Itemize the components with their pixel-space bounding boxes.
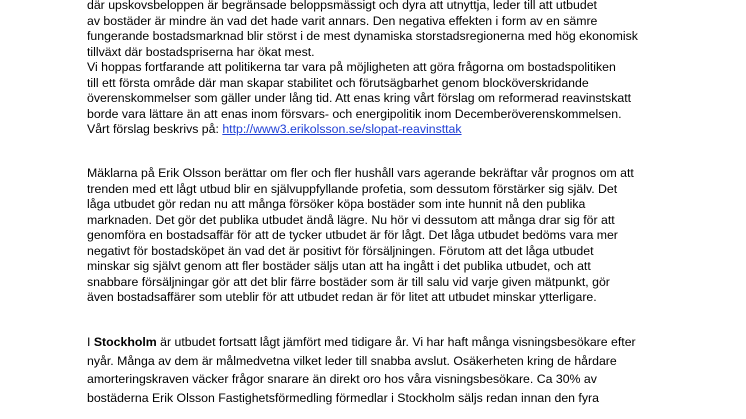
text-line: även bostadsaffärer som uteblir för att utbudet redan är för litet att utbudet minskar ytterligare. — [87, 290, 597, 304]
text-line: bostäderna Erik Olsson Fastighetsförmedling förmedlar i Stockholm säljs redan innan den fyra — [87, 390, 599, 405]
city-name: Stockholm — [93, 335, 157, 349]
text-line: borde vara lättare än att enas inom försvars- och energipolitik inom Decemberöverenskommelsen. — [87, 106, 622, 121]
text-line: genomföra en bostadsaffär för att de tycker utbudet är för lågt. Det låga utbudet bedöms vara mer — [87, 228, 618, 242]
text-line: till ett första område där man skapar stabilitet och förutsägbarhet genom blocköverskridande — [87, 75, 589, 90]
text-line: där upskovsbeloppen är begränsade beloppsmässigt och dyra att utnyttja, leder till att utbudet — [87, 0, 597, 12]
text-line: av bostäder är mindre än vad det hade varit annars. Den negativa effekten i form av en sämre — [87, 13, 598, 28]
text-fragment: I — [87, 335, 94, 349]
text-line: minskar sig självt genom att fler bostäder säljs utan att ha ingått i det publika utbudet, och att — [87, 259, 591, 273]
paragraph-reavinstskatt — [87, 0, 687, 138]
text-line: trenden med ett lågt utbud blir en självuppfyllande profetia, som dessutom förstärker sig själv. Det — [87, 181, 618, 196]
text-line: tillväxt där bostadspriserna har ökat mest. — [87, 44, 315, 59]
text-fragment: är utbudet fortsatt lågt jämfört med tidigare år. Vi har haft många visningsbesökare efter — [156, 335, 636, 349]
text-line: snabbare försäljningar gör att det blir färre bostäder som är till salu vid varje given mätpunkt, gör — [87, 274, 610, 289]
text-line: överenskommelser som gäller under lång tid. Att enas kring vårt förslag om reformerad reavinstskatt — [87, 91, 632, 105]
link-prefix: Vårt förslag beskrivs på: — [87, 122, 223, 136]
text-line: Mäklarna på Erik Olsson berättar om fler och fler hushåll vars agerande bekräftar vår prognos om att — [87, 166, 634, 180]
text-line: amorteringskraven väcker frågor snarare än direkt oro hos våra visningsbesökare. Ca 30% av — [87, 372, 597, 386]
paragraph-stockholm — [87, 333, 687, 407]
text-line: Vi hoppas fortfarande att politikerna tar vara på möjligheten att göra frågorna om bostadspolitiken — [87, 60, 616, 74]
text-line-link — [87, 122, 687, 138]
text-line: fungerande bostadsmarknad blir störst i de mest dynamiska storstadsregionerna med hög ekonomisk — [87, 29, 638, 43]
text-line-stockholm — [87, 333, 687, 352]
proposal-link[interactable]: http://www3.erikolsson.se/slopat-reavinsttak — [222, 122, 462, 136]
text-line: negativt för bostadsköpet än vad det är positivt för försäljningen. Förutom att det låga utbudet — [87, 243, 594, 258]
text-line: marknaden. Det gör det publika utbudet ändå lägre. Nu hör vi dessutom att många drar sig för att — [87, 212, 615, 227]
text-line: låga utbudet gör redan nu att många försöker köpa bostäder som inte hunnit nå den publika — [87, 197, 586, 211]
text-line: nyår. Många av dem är målmedvetna vilket leder till snabba avslut. Osäkerheten kring de hårdare — [87, 353, 617, 368]
paragraph-maklarna — [87, 166, 687, 306]
